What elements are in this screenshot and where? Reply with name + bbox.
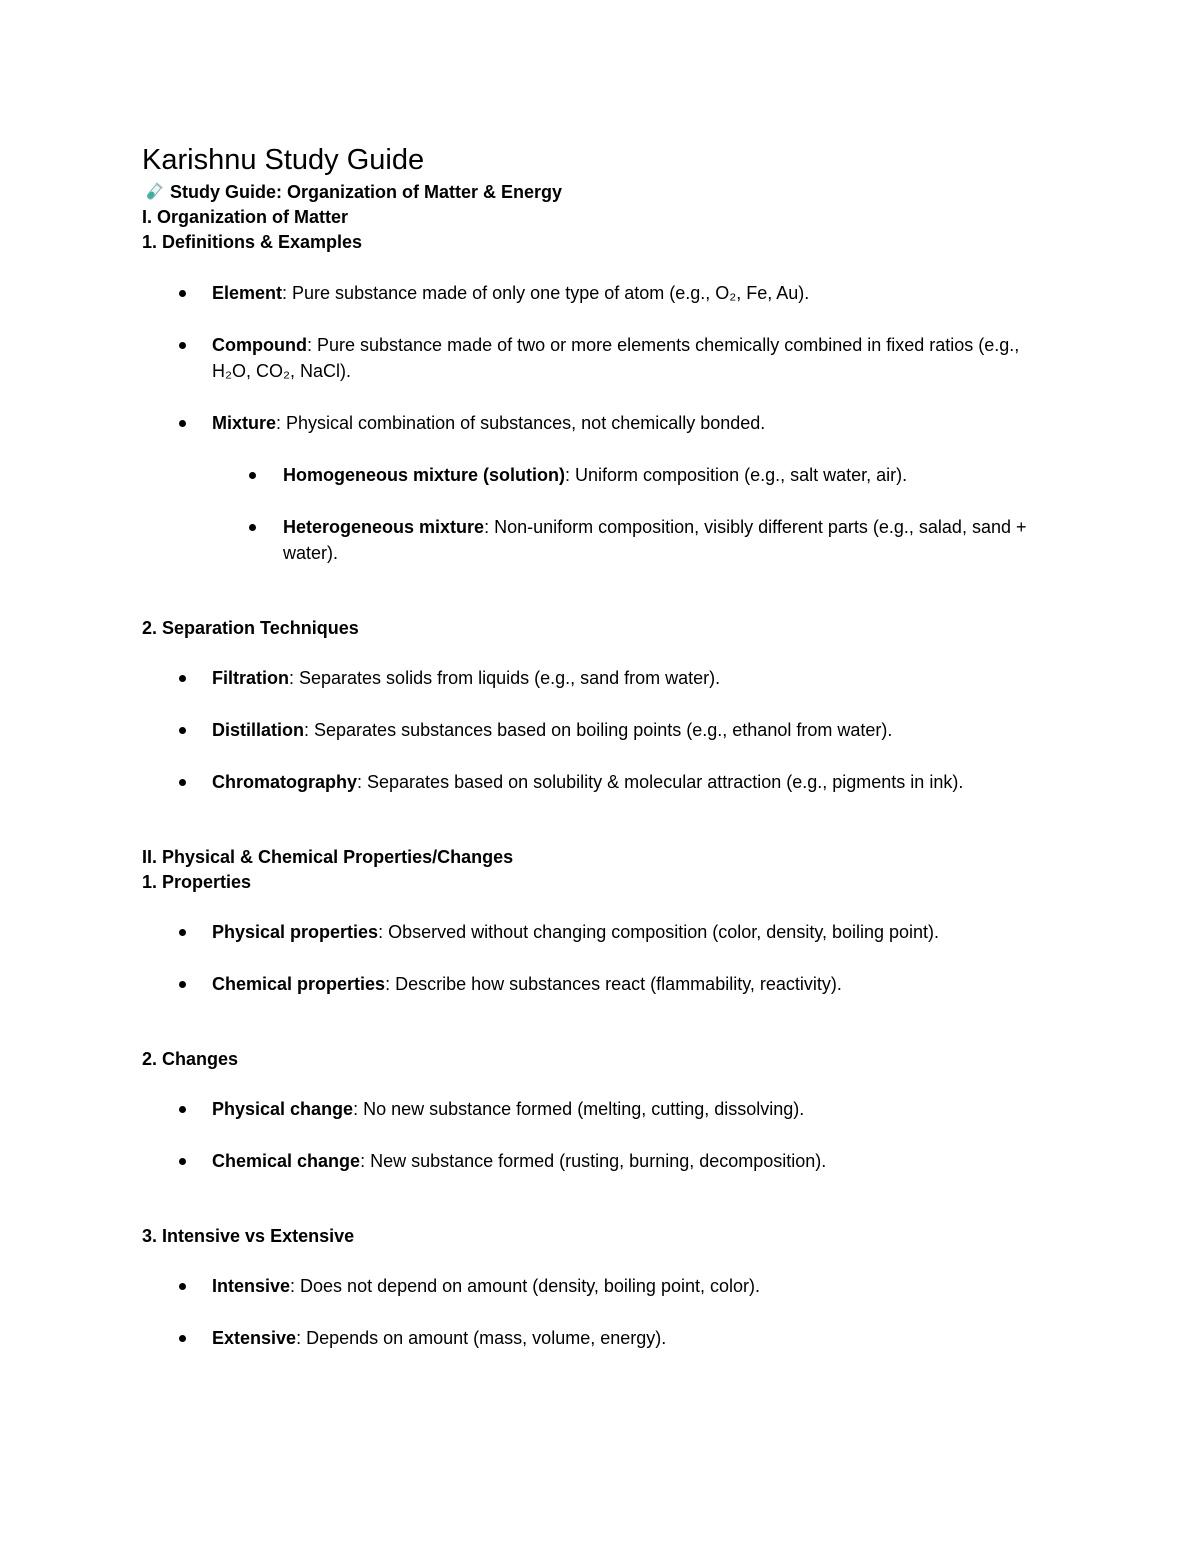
- subtitle-text: Study Guide: Organization of Matter & Energy: [170, 182, 563, 202]
- list-item-desc: : Separates solids from liquids (e.g., sand from water).: [289, 668, 721, 688]
- subheading-properties: 1. Properties: [142, 872, 252, 892]
- list-item: [142, 1325, 1062, 1351]
- subheading-definitions: 1. Definitions & Examples: [142, 232, 363, 252]
- list-item: [142, 769, 1062, 795]
- list-item: [142, 280, 1062, 306]
- list-item-desc: : Physical combination of substances, not chemically bonded.: [276, 413, 766, 433]
- list-item-desc: : Observed without changing composition (color, density, boiling point).: [378, 922, 940, 942]
- definitions-list: [142, 280, 1062, 436]
- bullet-icon: [179, 981, 186, 988]
- list-item-term: Physical change: [212, 1099, 354, 1119]
- list-item-desc: : Non-uniform composition, visibly different parts (e.g., salad, sand + water).: [283, 517, 1027, 563]
- bullet-icon: [179, 727, 186, 734]
- list-item-desc: : Uniform composition (e.g., salt water, air).: [565, 465, 908, 485]
- list-item-term: Distillation: [212, 720, 305, 740]
- bullet-icon: [179, 290, 186, 297]
- list-item-term: Compound: [212, 335, 307, 355]
- section-heading-properties-changes: II. Physical & Chemical Properties/Changes: [142, 847, 514, 867]
- list-item-desc: : Does not depend on amount (density, boiling point, color).: [290, 1276, 760, 1296]
- list-item-term: Element: [212, 283, 283, 303]
- properties-list: [142, 919, 1062, 997]
- subheading-intensive-extensive: 3. Intensive vs Extensive: [142, 1226, 355, 1246]
- bullet-icon: [179, 1335, 186, 1342]
- bullet-icon: [179, 1158, 186, 1165]
- bullet-icon: [179, 420, 186, 427]
- list-item-term: Heterogeneous mixture: [283, 517, 485, 537]
- list-item: [142, 971, 1062, 997]
- bullet-icon: [179, 929, 186, 936]
- list-item: [142, 410, 1062, 436]
- list-item-term: Extensive: [212, 1328, 297, 1348]
- list-item: [142, 1273, 1062, 1299]
- separation-list: [142, 665, 1062, 795]
- intensive-extensive-list: [142, 1273, 1062, 1351]
- list-item-term: Homogeneous mixture (solution): [283, 465, 566, 485]
- list-item-desc: : Pure substance made of two or more elements chemically combined in fixed ratios (e.g., H₂O, CO₂, NaCl).: [212, 335, 1020, 381]
- list-item: [142, 1096, 1062, 1122]
- list-item-term: Physical properties: [212, 922, 379, 942]
- bullet-icon: [179, 1283, 186, 1290]
- list-item: [142, 462, 1062, 488]
- list-item-term: Chromatography: [212, 772, 358, 792]
- list-item-desc: : No new substance formed (melting, cutting, dissolving).: [353, 1099, 805, 1119]
- bullet-icon: [179, 342, 186, 349]
- test-tube-icon: [142, 182, 164, 204]
- document-title: Karishnu Study Guide: [142, 144, 425, 176]
- list-item-desc: : Separates based on solubility & molecular attraction (e.g., pigments in ink).: [357, 772, 964, 792]
- bullet-icon: [179, 1106, 186, 1113]
- subheading-changes: 2. Changes: [142, 1049, 239, 1069]
- list-item-term: Mixture: [212, 413, 277, 433]
- section-heading-organization: I. Organization of Matter: [142, 207, 349, 227]
- list-item-term: Chemical properties: [212, 974, 386, 994]
- list-item: [142, 1148, 1062, 1174]
- document-page: [142, 140, 1062, 1351]
- list-item-desc: : New substance formed (rusting, burning, decomposition).: [360, 1151, 827, 1171]
- list-item-desc: : Separates substances based on boiling points (e.g., ethanol from water).: [304, 720, 893, 740]
- bullet-icon: [179, 675, 186, 682]
- list-item: [142, 919, 1062, 945]
- mixture-types-list: [142, 462, 1062, 566]
- bullet-icon: [249, 472, 256, 479]
- list-item-desc: : Describe how substances react (flammability, reactivity).: [385, 974, 842, 994]
- document-subtitle: [142, 180, 1062, 205]
- list-item-term: Intensive: [212, 1276, 291, 1296]
- list-item-desc: : Pure substance made of only one type of atom (e.g., O₂, Fe, Au).: [282, 283, 810, 303]
- bullet-icon: [249, 524, 256, 531]
- list-item-term: Chemical change: [212, 1151, 361, 1171]
- list-item: [142, 717, 1062, 743]
- list-item-desc: : Depends on amount (mass, volume, energy).: [296, 1328, 667, 1348]
- list-item: [142, 665, 1062, 691]
- list-item: [142, 514, 1062, 566]
- list-item: [142, 332, 1062, 384]
- subheading-separation: 2. Separation Techniques: [142, 618, 359, 638]
- changes-list: [142, 1096, 1062, 1174]
- bullet-icon: [179, 779, 186, 786]
- list-item-term: Filtration: [212, 668, 289, 688]
